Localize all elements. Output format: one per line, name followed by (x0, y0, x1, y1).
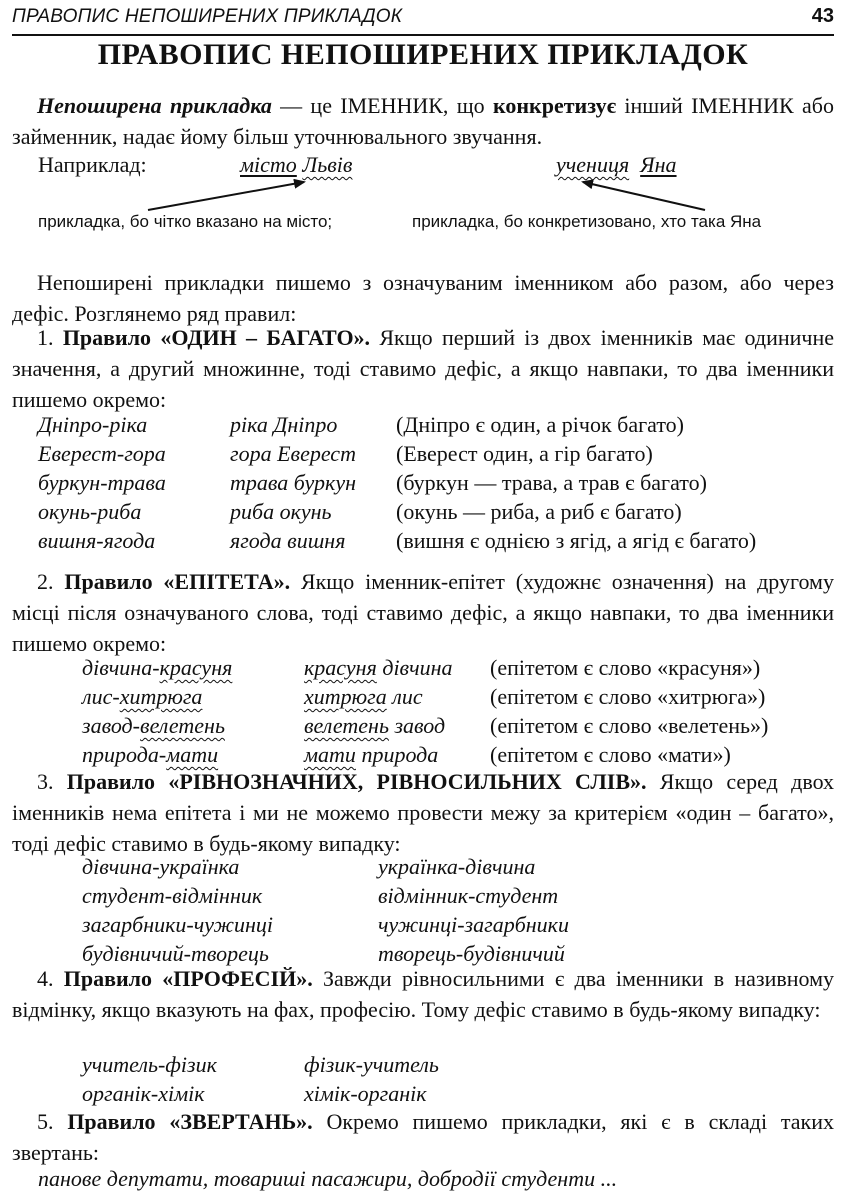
page-title: ПРАВОПИС НЕПОШИРЕНИХ ПРИКЛАДОК (97, 38, 749, 71)
rule-2-row-1-b-epithet: красуня (304, 655, 377, 680)
rule-2-row-1-b (304, 655, 453, 681)
rule-1-row-3-b: трава буркун (230, 470, 357, 495)
rule-3-row-3-b: чужинці-загарбники (378, 912, 569, 937)
rule-1-row-5-c: (вишня є однією з ягід, а ягід є багато) (396, 528, 757, 553)
intro-paragraph (12, 90, 834, 152)
rule-1-row-3-a: буркун-трава (38, 470, 166, 495)
rule-4-row-2-b: хімік-органік (304, 1081, 427, 1106)
rule-2-row-2-b-epithet: хитрюга (304, 684, 387, 709)
rule-4-row-1-a: учитель-фізик (82, 1052, 217, 1077)
rule-1-number: 1. (37, 325, 63, 350)
rule-2-row-4-a (82, 742, 218, 768)
rule-2-row-3-b-head: завод (388, 713, 446, 738)
rule-5-title: Правило «ЗВЕРТАНЬ». (67, 1109, 313, 1134)
rule-4-number: 4. (37, 966, 64, 991)
rule-3-row-4-a: будівничий-творець (82, 941, 269, 966)
rule-4-paragraph (12, 963, 834, 1025)
arrow-2 (583, 182, 705, 210)
arrow-1 (148, 182, 304, 210)
rule-2-row-3-a-epithet: велетень (140, 713, 225, 738)
rule-1-row-2-a: Еверест-гора (38, 441, 166, 466)
intro-text-2: інший ІМЕННИК або займенник, надає йому більш уточнювального звучання. (12, 93, 834, 149)
rule-2-row-1-b-head: дівчина (376, 655, 453, 680)
rule-1-row-1-a: Дніпро-ріка (38, 412, 148, 437)
rule-2-row-2-c: (епітетом є слово «хитрюга») (490, 684, 766, 709)
rule-2-row-4-b (304, 742, 438, 768)
rule-1-row-1-c: (Дніпро є один, а річок багато) (396, 412, 684, 437)
rule-5-text: Окремо пишемо прикладки, які є в складі таких звертань: (12, 1109, 835, 1165)
rule-1-row-5-a: вишня-ягода (38, 528, 156, 553)
rule-2-title: Правило «ЕПІТЕТА». (64, 569, 291, 594)
rule-5-example: панове депутати, товариші пасажири, добродії студенти ... (38, 1166, 618, 1191)
running-title: ПРАВОПИС НЕПОШИРЕНИХ ПРИКЛАДОК (12, 6, 403, 27)
rule-1-row-2-c: (Еверест один, а гір багато) (396, 441, 653, 466)
rule-4-title: Правило «ПРОФЕСІЙ». (63, 966, 313, 991)
example-1-word-1: місто (240, 152, 297, 177)
rule-3-text: Якщо серед двох іменників нема епітета і ми не можемо провести межу за критерієм «один – багато», тоді дефіс ставимо в будь-якому випадку: (12, 769, 835, 856)
rule-2-row-3-b (304, 713, 445, 739)
general-paragraph: Непоширені прикладки пишемо з означуваним іменником або разом, або через дефіс. Розглянемо ряд правил: (12, 270, 834, 326)
rule-2-row-4-b-epithet: мати (304, 742, 356, 767)
page-number: 43 (811, 5, 834, 27)
rule-2-row-3-b-epithet: велетень (304, 713, 389, 738)
example-1-word-2: Львів (302, 152, 353, 177)
example-label: Наприклад: (38, 152, 147, 177)
rule-3-title: Правило «РІВНОЗНАЧНИХ, РІВНОСИЛЬНИХ СЛІВ». (66, 769, 647, 794)
rule-4-row-2-a: органік-хімік (82, 1081, 205, 1106)
rule-2-text: Якщо іменник-епітет (художнє означення) на другому місці після означуваного слова, тоді ставимо дефіс, а якщо навпаки, то два іменники пишемо окремо: (12, 569, 834, 656)
example-2-word-1: учениця (556, 152, 630, 177)
rule-3-number: 3. (37, 769, 67, 794)
rule-2-row-3-a-head: завод- (82, 713, 141, 738)
rule-1-row-4-a: окунь-риба (38, 499, 142, 524)
rule-1-row-1-b: ріка Дніпро (230, 412, 338, 437)
rule-2-row-4-a-epithet: мати (166, 742, 219, 767)
rule-2-paragraph (12, 566, 834, 659)
rule-1-row-3-c: (буркун — трава, а трав є багато) (396, 470, 707, 495)
rule-5-paragraph (12, 1106, 834, 1168)
rule-1-row-2-b: гора Еверест (230, 441, 356, 466)
intro-term: Непоширена прикладка (37, 93, 272, 118)
rule-3-row-1-a: дівчина-українка (82, 854, 240, 879)
rule-2-row-2-b-head: лис (386, 684, 423, 709)
example-2-word-2: Яна (640, 152, 677, 177)
rule-2-row-1-a-head: дівчина- (82, 655, 160, 680)
rule-3-row-4-b: творець-будівничий (378, 941, 565, 966)
rule-1-row-5-b: ягода вишня (230, 528, 346, 553)
rule-2-row-3-c: (епітетом є слово «велетень») (490, 713, 769, 738)
rule-2-row-2-b (304, 684, 423, 710)
rule-2-row-3-a (82, 713, 225, 739)
rule-2-row-1-a (82, 655, 232, 681)
example-note-2: прикладка, бо конкретизовано, хто така Яна (412, 212, 762, 231)
rule-1-text: Якщо перший із двох іменників має одиничне значення, а другий множинне, тоді ставимо дефіс, а якщо навпаки, то два іменники пишемо окремо: (12, 325, 834, 412)
rule-3-row-2-b: відмінник-студент (378, 883, 559, 908)
example-note-1: прикладка, бо чітко вказано на місто; (38, 212, 333, 231)
rule-2-row-4-c: (епітетом є слово «мати») (490, 742, 731, 767)
intro-text-1: — це ІМЕННИК, що (271, 93, 493, 118)
rule-2-row-4-b-head: природа (355, 742, 439, 767)
rule-2-row-4-a-head: природа- (82, 742, 167, 767)
rule-1-row-4-c: (окунь — риба, а риб є багато) (396, 499, 682, 524)
rule-4-text: Завжди рівносильними є два іменники в називному відмінку, якщо вказують на фах, професію. Тому дефіс ставимо в будь-якому випадку: (12, 966, 835, 1022)
intro-bold-word: конкретизує (492, 93, 617, 118)
rule-3-paragraph (12, 766, 834, 859)
rule-2-row-2-a (82, 684, 202, 710)
rule-3-row-3-a: загарбники-чужинці (82, 912, 273, 937)
rule-1-row-4-b: риба окунь (230, 499, 332, 524)
rule-2-row-1-a-epithet: красуня (159, 655, 233, 680)
rule-2-row-2-a-head: лис- (82, 684, 120, 709)
rule-2-row-1-c: (епітетом є слово «красуня») (490, 655, 761, 680)
page-header (12, 4, 834, 36)
example-2 (556, 152, 677, 178)
rule-1-paragraph (12, 322, 834, 415)
rule-3-row-1-b: українка-дівчина (378, 854, 536, 879)
rule-2-row-2-a-epithet: хитрюга (119, 684, 203, 709)
rule-5-number: 5. (37, 1109, 68, 1134)
rule-1-title: Правило «ОДИН – БАГАТО». (62, 325, 371, 350)
rule-2-number: 2. (37, 569, 65, 594)
rule-4-row-1-b: фізик-учитель (304, 1052, 439, 1077)
example-1 (240, 152, 352, 178)
rule-3-row-2-a: студент-відмінник (82, 883, 263, 908)
